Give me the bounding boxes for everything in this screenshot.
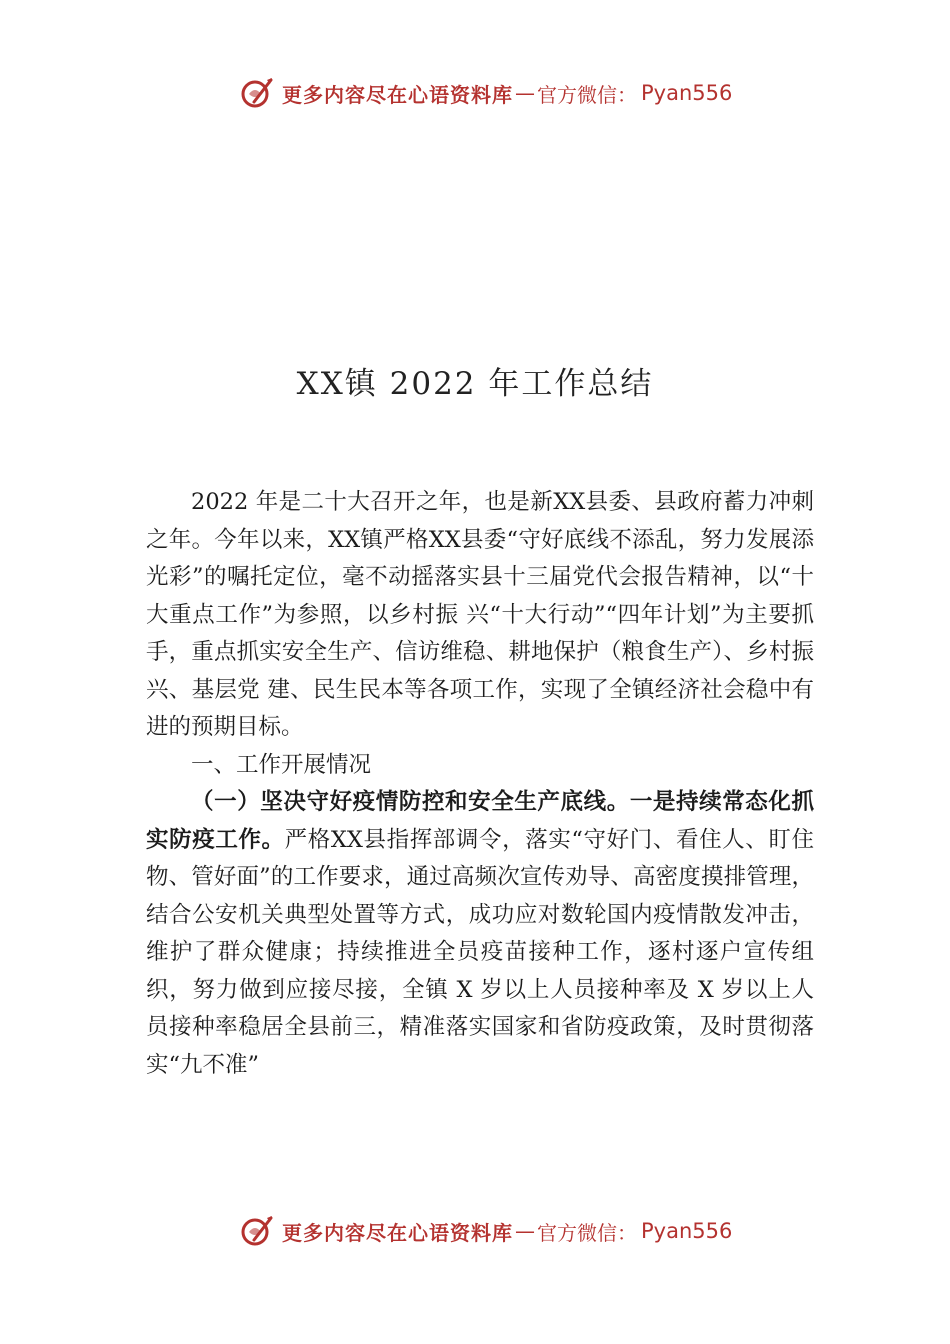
document-body [146, 484, 814, 1084]
subsection-paragraph [146, 784, 814, 1084]
header-watermark [240, 74, 732, 112]
subsection-body: 严格XX县指挥部调令，落实“守好门、看住人、盯住物、管好面”的工作要求，通过高频次宣传劝导、高密度摸排管理，结合公安机关典型处置等方式，成功应对数轮国内疫情散发冲击，维护了群众健康；持续推进全员疫苗接种工作，逐村逐户宣传组织，努力做到应接尽接，全镇 X 岁以上人员接种率及 X 岁以上人员接种率稳居全县前三，精准落实国家和省防疫政策，及时贯彻落实“九不准” [146, 826, 814, 1078]
document-title: XX镇 2022 年工作总结 [296, 366, 654, 402]
subsection-lead: 一是持续常态化抓实防疫工作。 [146, 789, 814, 853]
brand-logo-icon [240, 76, 274, 110]
intro-paragraph: 2022 年是二十大召开之年，也是新XX县委、县政府蓄力冲刺之年。今年以来，XX镇严格XX县委“守好底线不添乱，努力发展添光彩”的嘱托定位，毫不动摇落实县十三届党代会报告精神，以“十大重点工作”为参照，以乡村振 兴“十大行动”“四年计划”为主要抓手，重点抓实安全生产、信访维稳、耕地保护（粮食生产）、乡村振兴、基层党 建、民生民本等各项工作，实现了全镇经济社会稳中有进的预期目标。 [146, 489, 814, 740]
watermark-brand: 更多内容尽在心语资料库 [282, 1220, 513, 1245]
section-heading: 一、工作开展情况 [191, 751, 372, 778]
subsection-heading: （一）坚决守好疫情防控和安全生产底线。 [191, 789, 630, 815]
watermark-dash: — [515, 1219, 535, 1243]
brand-logo-icon [240, 1214, 274, 1248]
footer-watermark [240, 1212, 732, 1250]
watermark-label: 官方微信： [537, 1220, 637, 1245]
watermark-wechat-id: Pyan556 [641, 1219, 733, 1243]
watermark-brand: 更多内容尽在心语资料库 [282, 82, 513, 107]
watermark-wechat-id: Pyan556 [641, 81, 733, 105]
watermark-label: 官方微信： [537, 82, 637, 107]
watermark-dash: — [515, 81, 535, 105]
